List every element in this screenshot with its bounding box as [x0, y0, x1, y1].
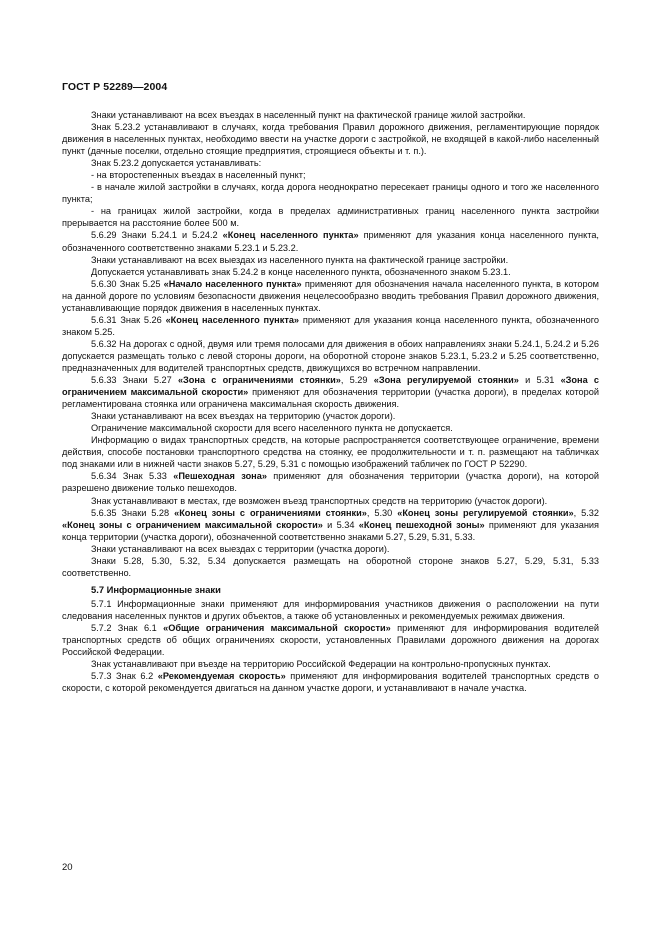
sign-name: «Конец зоны с ограничениями стоянки»: [174, 507, 367, 518]
paragraph: Знаки устанавливают на всех въездах в населенный пункт на фактической границе жилой застройки.: [91, 110, 526, 120]
paragraph: Информацию о видах транспортных средств, на которые распространяется соответствующее ограничение, времени действия, способе постановки транспортного средства на стоянку, ее продолжительности и т. п. размещают на табличках под знаками или в нижней части знаков 5.27, 5.29, 5.31 с помощью изображений табличек по ГОСТ Р 52290.: [62, 435, 599, 470]
text-run: 5.6.33 Знаки 5.27: [91, 375, 178, 386]
sign-name: «Рекомендуемая скорость»: [157, 671, 286, 682]
text-run: применяют для информирования водителей транспортных средств об общих ограничениях скорости, установленных Правилами дорожного движения на дорогах Российской Федерации.: [62, 622, 599, 658]
text-run: 5.6.29 Знаки 5.24.1 и 5.24.2: [91, 230, 223, 241]
clause-5-7-1: 5.7.1 Информационные знаки применяют для информирования участников движения о расположении на пути следования населенных пунктов и других объектов, а также об установленных и рекомендуемых режимах движения.: [62, 598, 599, 621]
list-item: - в начале жилой застройки в случаях, когда дорога неоднократно пересекает границы одного и того же населенного пункта;: [62, 182, 599, 205]
text-run: 5.6.30 Знак 5.25: [91, 278, 164, 289]
sign-name: «Зона с ограничениями стоянки»: [177, 375, 341, 386]
sign-name: «Зона регулируемой стоянки»: [373, 375, 519, 386]
sign-name: «Конец населенного пункта»: [165, 314, 300, 325]
sign-name: «Пешеходная зона»: [173, 471, 267, 482]
paragraph: Знаки устанавливают на всех выездах из населенного пункта на фактической границе застройки.: [91, 254, 509, 265]
clause-5-6-32: 5.6.32 На дорогах с одной, двумя или тремя полосами для движения в обоих направлениях знаки 5.24.1, 5.24.2 и 5.26 допускается размещать только с левой стороны дороги, на оборотной стороне знаков 5.23.1, 5.23.2 и 5.25 соответственно, предназначенных для водителей транспортных средств, движущихся во встречном направлении.: [62, 338, 599, 373]
text-run: , 5.32: [573, 507, 599, 518]
text-run: применяют для указания конца населенного пункта, обозначенного знаком 5.25.: [62, 314, 599, 337]
text-run: применяют для обозначения территории (участка дороги), в пределах которой регламентирована стоянка или ограничена максимальная скорость движения.: [62, 387, 600, 410]
sign-name: «Конец пешеходной зоны»: [358, 519, 485, 530]
sign-name: «Конец зоны регулируемой стоянки»: [397, 507, 574, 518]
clause-5-6-30: [62, 278, 599, 314]
clause-5-6-31: [62, 314, 599, 338]
sign-name: «Конец зоны с ограничением максимальной скорости»: [62, 519, 323, 530]
text-run: и 5.34: [322, 519, 359, 530]
paragraph: Знак устанавливают при въезде на территорию Российской Федерации на контрольно-пропускных пунктах.: [91, 659, 551, 670]
document-body: [62, 109, 599, 694]
clause-5-6-35: [62, 507, 599, 543]
text-run: , 5.30: [366, 507, 398, 518]
text-run: применяют для информирования водителей транспортных средств о скорости, с которой рекомендуется двигаться на данном участке дороги, и устанавливают в начале участка.: [62, 671, 599, 694]
text-run: , 5.29: [340, 375, 374, 386]
paragraph: Допускается устанавливать знак 5.24.2 в конце населенного пункта, обозначенного знаком 5.23.1.: [91, 266, 511, 277]
paragraph: Знак 5.23.2 допускается устанавливать:: [91, 158, 262, 169]
list-item: - на второстепенных въездах в населенный пункт;: [91, 170, 306, 181]
text-run: 5.7.3 Знак 6.2: [91, 671, 158, 682]
clause-5-6-33: [62, 374, 599, 410]
clause-5-6-29: [62, 229, 599, 253]
section-heading: 5.7 Информационные знаки: [91, 583, 221, 595]
paragraph: Знаки 5.28, 5.30, 5.32, 5.34 допускается размещать на оборотной стороне знаков 5.27, 5.29, 5.31, 5.33 соответственно.: [62, 555, 599, 578]
text-run: 5.7.2 Знак 6.1: [91, 622, 164, 633]
paragraph: Знаки устанавливают на всех въездах на территорию (участок дороги).: [91, 411, 396, 422]
clause-5-7-2: [62, 622, 599, 658]
paragraph: Знаки устанавливают на всех выездах с территории (участка дороги).: [91, 543, 390, 554]
text-run: применяют для обозначения территории (участка дороги), на которой разрешено движение только пешеходов.: [62, 471, 599, 494]
text-run: 5.6.31 Знак 5.26: [91, 314, 166, 325]
text-run: применяют для указания конца населенного пункта, обозначенного соответственно знаками 5.23.1 и 5.23.2.: [62, 230, 599, 253]
sign-name: «Общие ограничения максимальной скорости»: [163, 622, 391, 633]
text-run: применяют для указания конца территории (участка дороги), обозначенной соответственно знаками 5.27, 5.29, 5.31, 5.33.: [62, 519, 599, 542]
clause-5-6-34: [62, 470, 599, 494]
sign-name: «Конец населенного пункта»: [222, 230, 359, 241]
list-item: - на границах жилой застройки, когда в пределах административных границ населенного пункта застройки прерывается на расстояние более 500 м.: [62, 206, 599, 229]
paragraph: Знак устанавливают в местах, где возможен въезд транспортных средств на территорию (участок дороги).: [91, 495, 548, 506]
paragraph: Знак 5.23.2 устанавливают в случаях, когда требования Правил дорожного движения, регламентирующие порядок движения в населенных пунктах, необходимо ввести на участке дороги с застройкой, не входящей в какой-либо населенный пункт (дачные поселки, отдельно стоящие предприятия, строящиеся объекты и т. п.).: [62, 122, 599, 157]
sign-name: «Начало населенного пункта»: [163, 278, 302, 289]
text-run: 5.6.34 Знак 5.33: [91, 471, 174, 482]
page-number: 20: [62, 862, 73, 873]
paragraph: Ограничение максимальной скорости для всего населенного пункта не допускается.: [91, 423, 453, 434]
document-header: ГОСТ Р 52289—2004: [62, 81, 168, 93]
clause-5-7-3: [62, 670, 599, 694]
text-run: и 5.31: [518, 375, 561, 386]
sign-name: «Зона с ограничением максимальной скорости»: [62, 375, 600, 398]
text-run: 5.6.35 Знаки 5.28: [91, 507, 175, 518]
text-run: применяют для обозначения начала населенного пункта, в котором на данной дороге по условиям безопасности движения нецелесообразно вводить требования Правил дорожного движения, устанавливающие порядок движения в населенных пунктах.: [62, 278, 599, 313]
